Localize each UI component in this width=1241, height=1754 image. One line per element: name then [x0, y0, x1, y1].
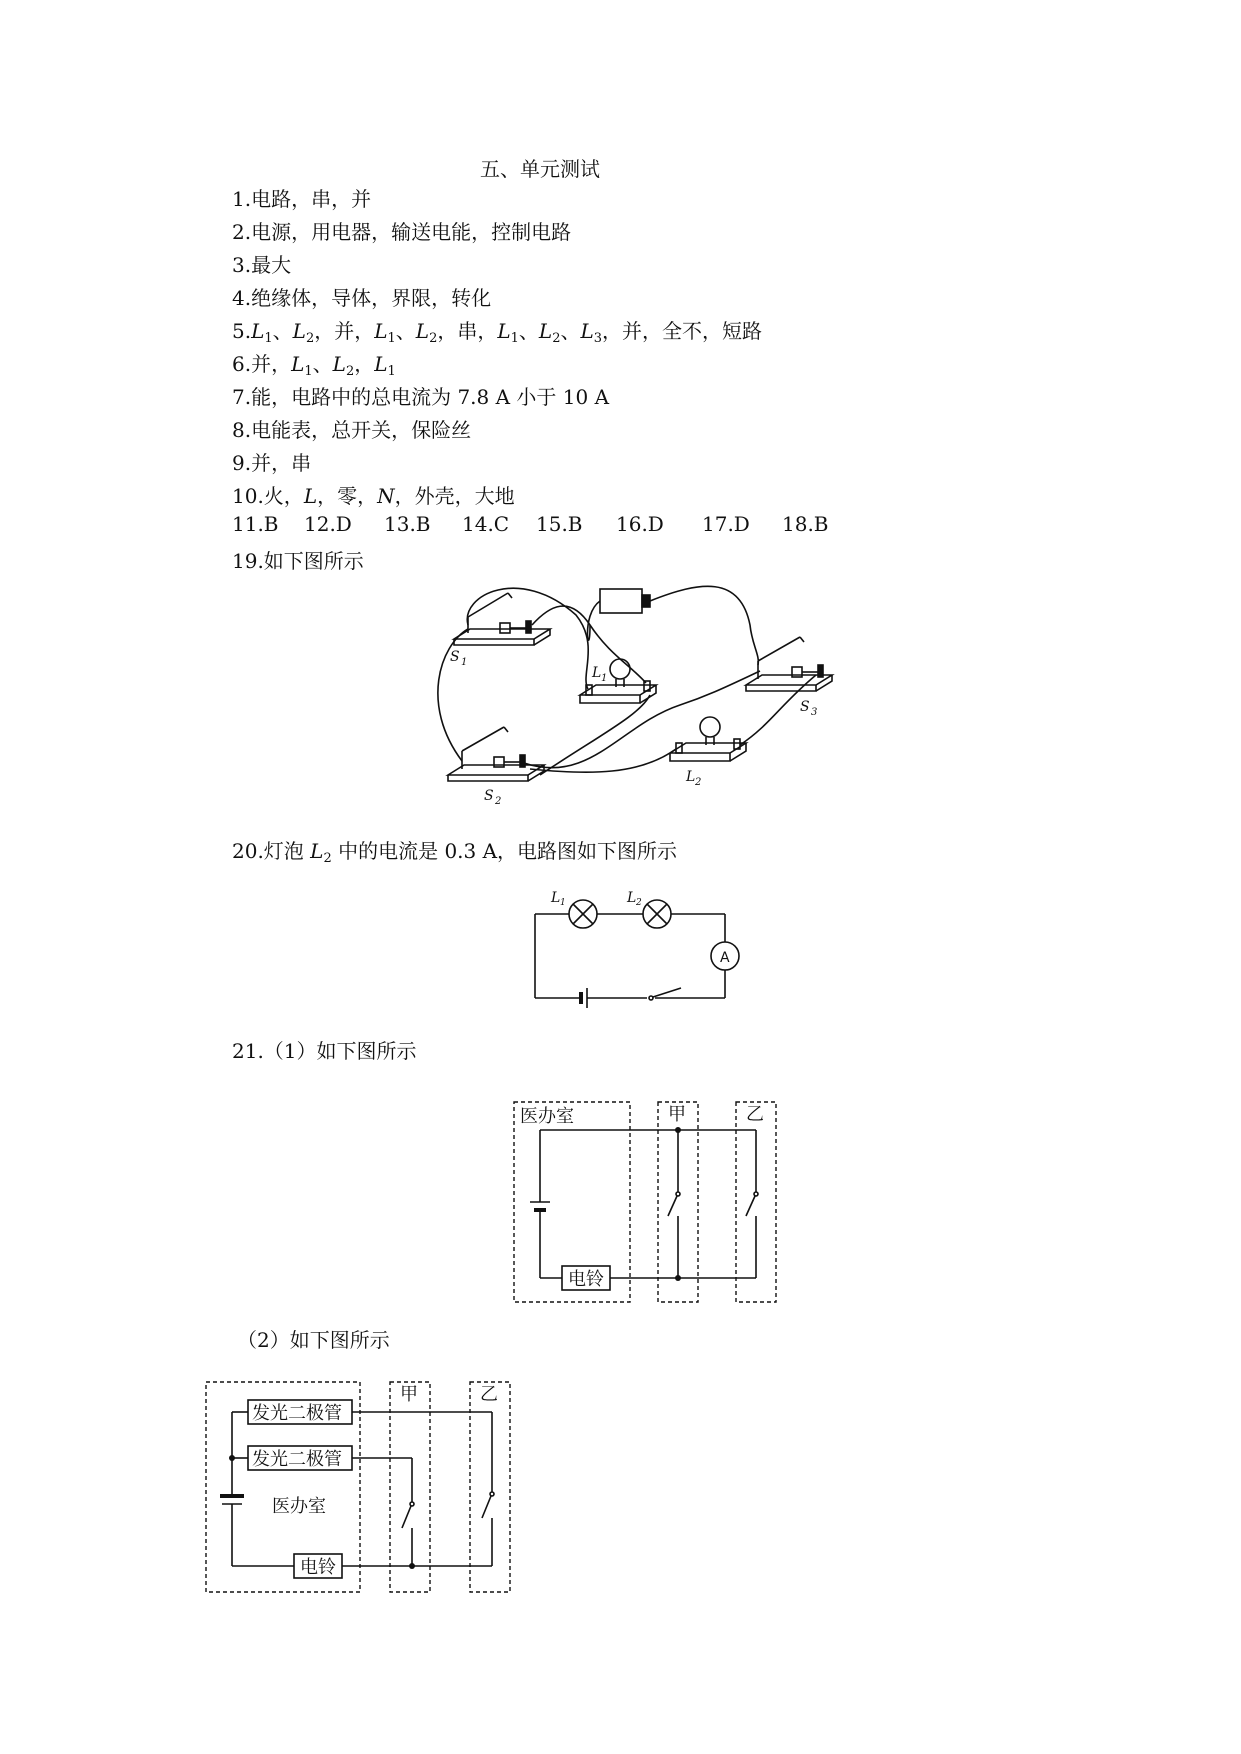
- answer-7: 7.能，电路中的总电流为 7.8 A 小于 10 A: [232, 385, 610, 409]
- section-title: 五、单元测试: [480, 157, 600, 181]
- svg-text:乙: 乙: [480, 1384, 498, 1405]
- svg-text:医办室: 医办室: [520, 1106, 574, 1127]
- mc-answer: 12.D: [304, 512, 352, 536]
- answer-6: 6.并，$L_1$、$L_2$，$L_1$: [232, 352, 396, 379]
- svg-text:S: S: [450, 649, 460, 665]
- mc-answer: 13.B: [384, 512, 431, 536]
- svg-text:L: L: [592, 665, 602, 681]
- figure-21-2-circuit: [202, 1378, 512, 1596]
- svg-text:A: A: [720, 950, 730, 966]
- mc-answer: 18.B: [782, 512, 829, 536]
- svg-text:电铃: 电铃: [568, 1269, 604, 1290]
- svg-text:发光二极管: 发光二极管: [252, 1403, 342, 1424]
- svg-text:2: 2: [695, 777, 702, 788]
- mc-answer: 15.B: [536, 512, 583, 536]
- svg-text:S: S: [800, 699, 810, 715]
- svg-text:医办室: 医办室: [272, 1496, 326, 1517]
- svg-text:乙: 乙: [746, 1104, 764, 1125]
- svg-text:甲: 甲: [400, 1384, 418, 1405]
- answer-10: 10.火，L，零，N，外壳，大地: [232, 484, 515, 508]
- svg-text:2: 2: [636, 898, 642, 908]
- svg-text:L: L: [551, 890, 561, 906]
- answer-8: 8.电能表，总开关，保险丝: [232, 418, 472, 442]
- answer-3: 3.最大: [232, 253, 292, 277]
- mc-answer: 11.B: [232, 512, 279, 536]
- mc-answer: 14.C: [462, 512, 510, 536]
- figure-19-circuit-drawing: [440, 585, 840, 825]
- answer-5: $5.L_1$、$L_2$，并，$L_1$、$L_2$，串，$L_1$、$L_2$、$L_3$，并，全不，短路: [232, 319, 763, 346]
- multiple-choice-answers: [232, 512, 829, 536]
- answer-2: 2.电源，用电器，输送电能，控制电路: [232, 220, 572, 244]
- answer-20: 20.灯泡 $L_2$ 中的电流是 0.3 A，电路图如下图所示: [232, 839, 678, 866]
- svg-text:发光二极管: 发光二极管: [252, 1449, 342, 1470]
- answer-9: 9.并，串: [232, 451, 312, 475]
- svg-text:S: S: [484, 788, 494, 804]
- svg-text:3: 3: [811, 707, 818, 718]
- answer-21-1: 21.（1）如下图所示: [232, 1039, 417, 1063]
- answer-21-2: （2）如下图所示: [237, 1328, 390, 1352]
- mc-answer: 16.D: [616, 512, 664, 536]
- svg-text:甲: 甲: [668, 1104, 686, 1125]
- svg-text:L: L: [627, 890, 637, 906]
- svg-text:2: 2: [495, 796, 502, 807]
- answer-1: 1.电路，串，并: [232, 187, 372, 211]
- svg-text:1: 1: [461, 657, 468, 668]
- svg-text:1: 1: [560, 898, 566, 908]
- mc-answer: 17.D: [702, 512, 750, 536]
- answer-4: 4.绝缘体，导体，界限，转化: [232, 286, 492, 310]
- figure-21-1-circuit: [510, 1098, 790, 1308]
- svg-text:1: 1: [601, 673, 608, 684]
- figure-20-circuit-schematic: [525, 888, 755, 1018]
- svg-text:电铃: 电铃: [300, 1557, 336, 1578]
- answer-19: 19.如下图所示: [232, 549, 364, 573]
- svg-text:L: L: [686, 769, 696, 785]
